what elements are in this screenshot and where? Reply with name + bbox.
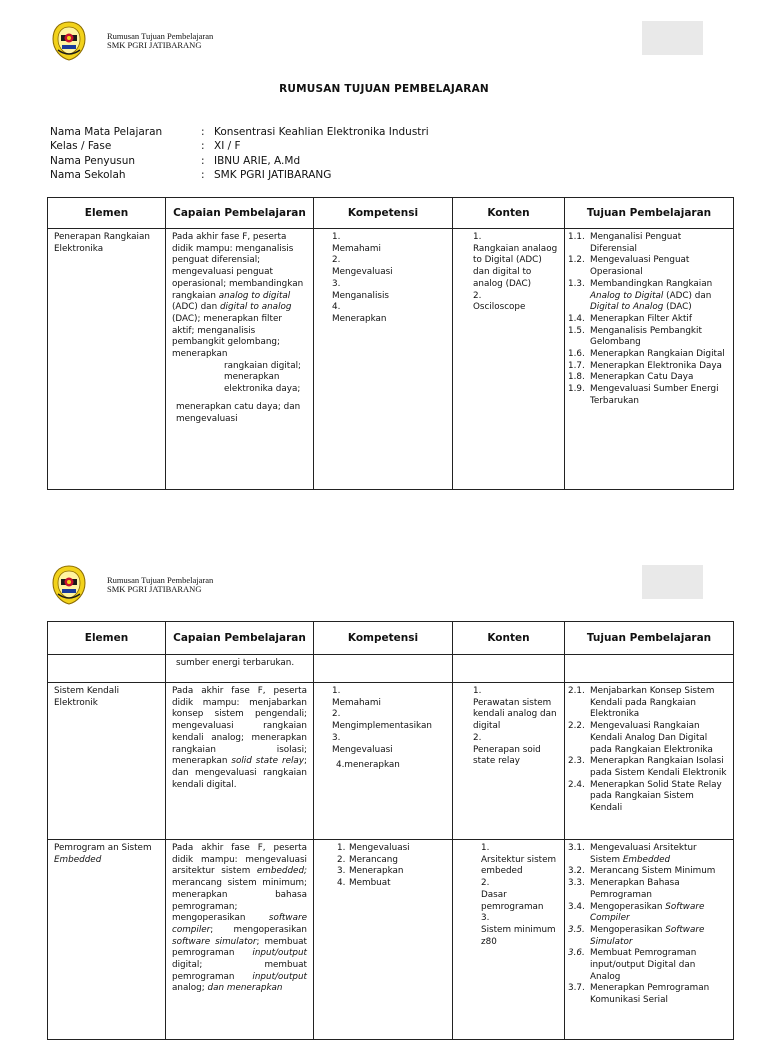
header-gray-box <box>642 565 703 599</box>
info-colon: : <box>201 140 205 153</box>
table-header-row <box>48 622 734 655</box>
cell-tujuan: 1.1. Menganalisi Penguat Diferensial 1.2. Mengevaluasi Penguat Operasional 1.3. Membandingkan Rangkaian Analog to Digital (ADC) dan Digital to Analog (DAC) 1.4. Menerapkan Filter Aktif 1.5. Menganalisis Pembangkit Gelombang 1.6. Menerapkan Rangkaian Digital 1.7. Menerapkan Elektronika Daya 1.8. Menerapkan Catu Daya 1.9. Mengevaluasi Sumber Energi Terbarukan <box>565 229 734 490</box>
column-header: Kompetensi <box>314 622 453 655</box>
info-key: Nama Mata Pelajaran <box>50 126 163 138</box>
school-logo-icon <box>50 20 88 62</box>
info-row <box>50 168 429 182</box>
header-line-1: Rumusan Tujuan Pembelajaran <box>107 31 214 41</box>
info-row <box>50 139 429 153</box>
cell-capaian: Pada akhir fase F, peserta didik mampu: mengevaluasi arsitektur sistem embedded; merancang sistem minimum; menerapkan bahasa pemrograman; mengoperasikan software compiler; mengoperasikan software simulator; membuat pemrograman input/output digital; membuat pemrograman input/output analog; dan menerapkan <box>166 840 314 1040</box>
cell-capaian: Pada akhir fase F, peserta didik mampu: menganalisis penguat diferensial; mengevaluasi penguat operasional; membandingkan rangkaian analog to digital (ADC) dan digital to analog (DAC); menerapkan filter aktif; menganalisis pembangkit gelombang; menerapkan rangkaian digital; menerapkan elektronika daya; menerapkan catu daya; dan mengevaluasi <box>166 229 314 490</box>
info-value: XI / F <box>214 140 241 153</box>
column-header: Konten <box>453 198 565 229</box>
cell-konten: 1. Arsitektur sistem embeded 2. Dasar pemrograman 3. Sistem minimum z80 <box>453 840 565 1040</box>
cell-kompetensi: 1. Mengevaluasi 2. Merancang 3. Menerapkan 4. Membuat <box>314 840 453 1040</box>
cell-capaian: sumber energi terbarukan. <box>166 655 314 683</box>
column-header: Elemen <box>48 198 166 229</box>
info-key: Kelas / Fase <box>50 140 112 153</box>
info-colon: : <box>201 168 205 181</box>
info-key: Nama Penyusun <box>50 154 136 167</box>
info-key: Nama Sekolah <box>50 168 126 181</box>
column-header: Capaian Pembelajaran <box>166 622 314 655</box>
school-logo-icon <box>50 564 88 606</box>
header-line-1: Rumusan Tujuan Pembelajaran <box>107 575 214 585</box>
cell-elemen: Penerapan Rangkaian Elektronika <box>48 229 166 490</box>
document-title: RUMUSAN TUJUAN PEMBELAJARAN <box>279 83 489 95</box>
info-value: IBNU ARIE, A.Md <box>214 154 301 167</box>
column-header: Kompetensi <box>314 198 453 229</box>
cell-konten: 1. Perawatan sistem kendali analog dan digital 2. Penerapan soid state relay <box>453 683 565 840</box>
objectives-table <box>47 621 734 1040</box>
info-block <box>50 125 429 182</box>
cell-elemen: Sistem Kendali Elektronik <box>48 683 166 840</box>
info-value: SMK PGRI JATIBARANG <box>214 168 332 181</box>
header-line-2: SMK PGRI JATIBARANG <box>107 40 202 50</box>
info-row <box>50 125 429 139</box>
info-row <box>50 154 429 168</box>
table-header-row <box>48 198 734 229</box>
table-row <box>48 229 734 490</box>
cell-kompetensi: 1. Memahami 2. Mengimplementasikan 3. Mengevaluasi 4.menerapkan <box>314 683 453 840</box>
table-row <box>48 683 734 840</box>
header-line-2: SMK PGRI JATIBARANG <box>107 584 202 594</box>
table-row <box>48 840 734 1040</box>
page-header <box>50 564 213 606</box>
table-row <box>48 655 734 683</box>
cell-konten: 1. Rangkaian analaog to Digital (ADC) dan digital to analog (DAC) 2. Osciloscope <box>453 229 565 490</box>
cell-elemen: Pemrogram an Sistem Embedded <box>48 840 166 1040</box>
column-header: Konten <box>453 622 565 655</box>
cell-tujuan: 3.1. Mengevaluasi Arsitektur Sistem Embedded 3.2. Merancang Sistem Minimum 3.3. Menerapkan Bahasa Pemrograman 3.4. Mengoperasikan Software Compiler 3.5. Mengoperasikan Software Simulator 3.6. Membuat Pemrograman input/output Digital dan Analog 3.7. Menerapkan Pemrograman Komunikasi Serial <box>565 840 734 1040</box>
cell-tujuan: 2.1. Menjabarkan Konsep Sistem Kendali pada Rangkaian Elektronika 2.2. Mengevaluasi Rangkaian Kendali Analog Dan Digital pada Rangkaian Elektronika 2.3. Menerapkan Rangkaian Isolasi pada Sistem Kendali Elektronik 2.4. Menerapkan Solid State Relay pada Rangkaian Sistem Kendali <box>565 683 734 840</box>
column-header: Capaian Pembelajaran <box>166 198 314 229</box>
info-colon: : <box>201 154 205 167</box>
cell-capaian: Pada akhir fase F, peserta didik mampu: menjabarkan konsep sistem pengendali; mengevaluasi rangkaian kendali analog; menerapkan rangkaian isolasi; menerapkan solid state relay; dan mengevaluasi rangkaian kendali digital. <box>166 683 314 840</box>
page-header <box>50 20 213 62</box>
header-gray-box <box>642 21 703 55</box>
column-header: Tujuan Pembelajaran <box>565 198 734 229</box>
cell-kompetensi: 1. Memahami 2. Mengevaluasi 3. Menganalisis 4. Menerapkan <box>314 229 453 490</box>
info-colon: : <box>201 126 205 138</box>
column-header: Tujuan Pembelajaran <box>565 622 734 655</box>
column-header: Elemen <box>48 622 166 655</box>
info-value: Konsentrasi Keahlian Elektronika Industri <box>214 126 429 138</box>
objectives-table <box>47 197 734 490</box>
